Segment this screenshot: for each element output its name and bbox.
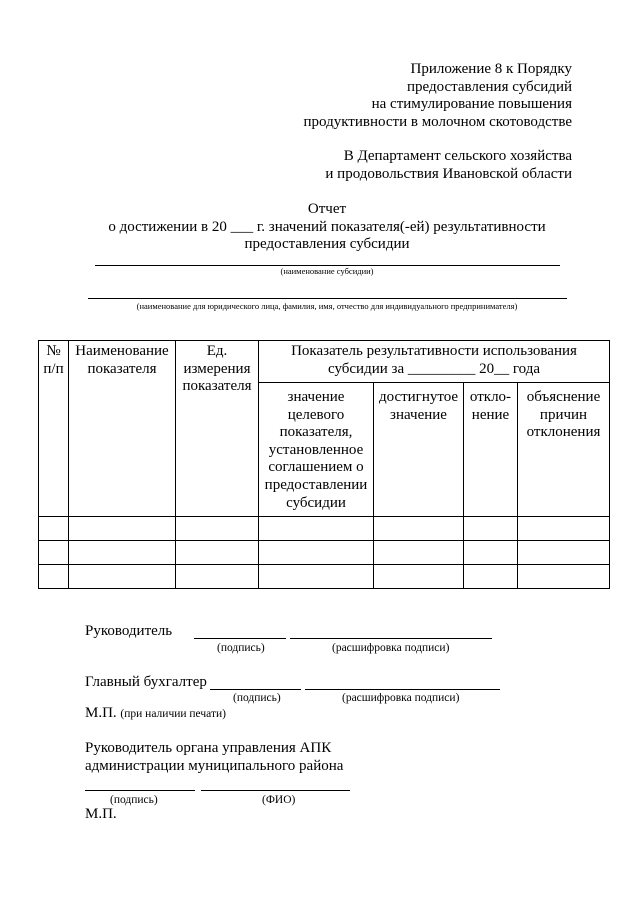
chief-accountant-name-caption: (расшифровка подписи) [342,692,460,704]
appendix-line: предоставления субсидий [406,78,572,95]
chief-accountant-name-line [305,689,500,690]
head-name-caption: (расшифровка подписи) [332,642,450,654]
table-cell [518,565,610,589]
header-target-value: значение целевого показателя, установленное соглашением о предоставлении субсидии [259,383,374,517]
agro-head-label-line: Руководитель органа управления АПК [85,740,332,756]
table-row [39,565,610,589]
table-cell [176,541,259,565]
recipient-name-line [88,298,567,299]
table-cell [176,565,259,589]
table-header-row [39,341,610,383]
agro-head-name-line [201,790,350,791]
stamp-label: М.П. [85,705,117,721]
subsidy-name-caption: (наименование субсидии) [280,266,374,276]
head-signature-line [194,638,286,639]
table-cell [374,565,464,589]
header-deviation: откло- нение [464,383,518,517]
appendix-block [303,61,572,131]
report-title [14,201,640,254]
addressee-line: В Департамент сельского хозяйства [343,148,572,164]
table-cell [518,517,610,541]
agro-head-signature-caption: (подпись) [110,794,158,806]
table-cell [374,541,464,565]
report-table [38,340,610,589]
agro-stamp-label: М.П. [85,806,117,822]
chief-accountant-label: Главный бухгалтер [85,674,207,690]
title-line: предоставления субсидии [244,236,410,253]
header-performance-group: Показатель результативности использования субсидии за _________ 20__ года [259,341,610,383]
table-cell [176,517,259,541]
header-indicator-name: Наименование показателя [69,341,176,517]
table-row [39,517,610,541]
header-number: № п/п [39,341,69,517]
table-cell [464,565,518,589]
chief-accountant-signature-line [210,689,301,690]
title-line: Отчет [307,201,347,217]
head-name-line [290,638,492,639]
appendix-line: на стимулирование повышения [371,96,572,113]
agro-head-label-line: администрации муниципального района [85,757,344,774]
stamp-note: (при наличии печати) [120,708,226,720]
table-cell [69,565,176,589]
appendix-line: продуктивности в молочном скотоводстве [303,113,572,130]
header-achieved-value: достигнутое значение [374,383,464,517]
appendix-line: Приложение 8 к Порядку [410,61,572,77]
table-cell [69,517,176,541]
table-cell [259,541,374,565]
table-cell [374,517,464,541]
table-cell [39,541,69,565]
head-signature-caption: (подпись) [217,642,265,654]
table-cell [464,517,518,541]
table-cell [39,565,69,589]
table-cell [464,541,518,565]
table-cell [259,517,374,541]
table-cell [69,541,176,565]
table-row [39,541,610,565]
recipient-name-caption: (наименование для юридического лица, фамилия, имя, отчество для индивидуального предпринимателя) [136,301,518,311]
agro-head-label [85,740,343,775]
addressee-line: и продовольствия Ивановской области [325,165,572,182]
table-cell [259,565,374,589]
agro-head-name-caption: (ФИО) [262,794,296,806]
title-line: о достижении в 20 ___ г. значений показателя(-ей) результативности [108,218,546,235]
agro-head-signature-line [85,790,195,791]
chief-accountant-signature-caption: (подпись) [233,692,281,704]
header-unit: Ед. измерения показателя [176,341,259,517]
table-cell [518,541,610,565]
header-deviation-reason: объяснение причин отклонения [518,383,610,517]
table-cell [39,517,69,541]
head-label: Руководитель [85,623,173,639]
stamp-block [85,705,226,724]
addressee-block [325,148,572,183]
